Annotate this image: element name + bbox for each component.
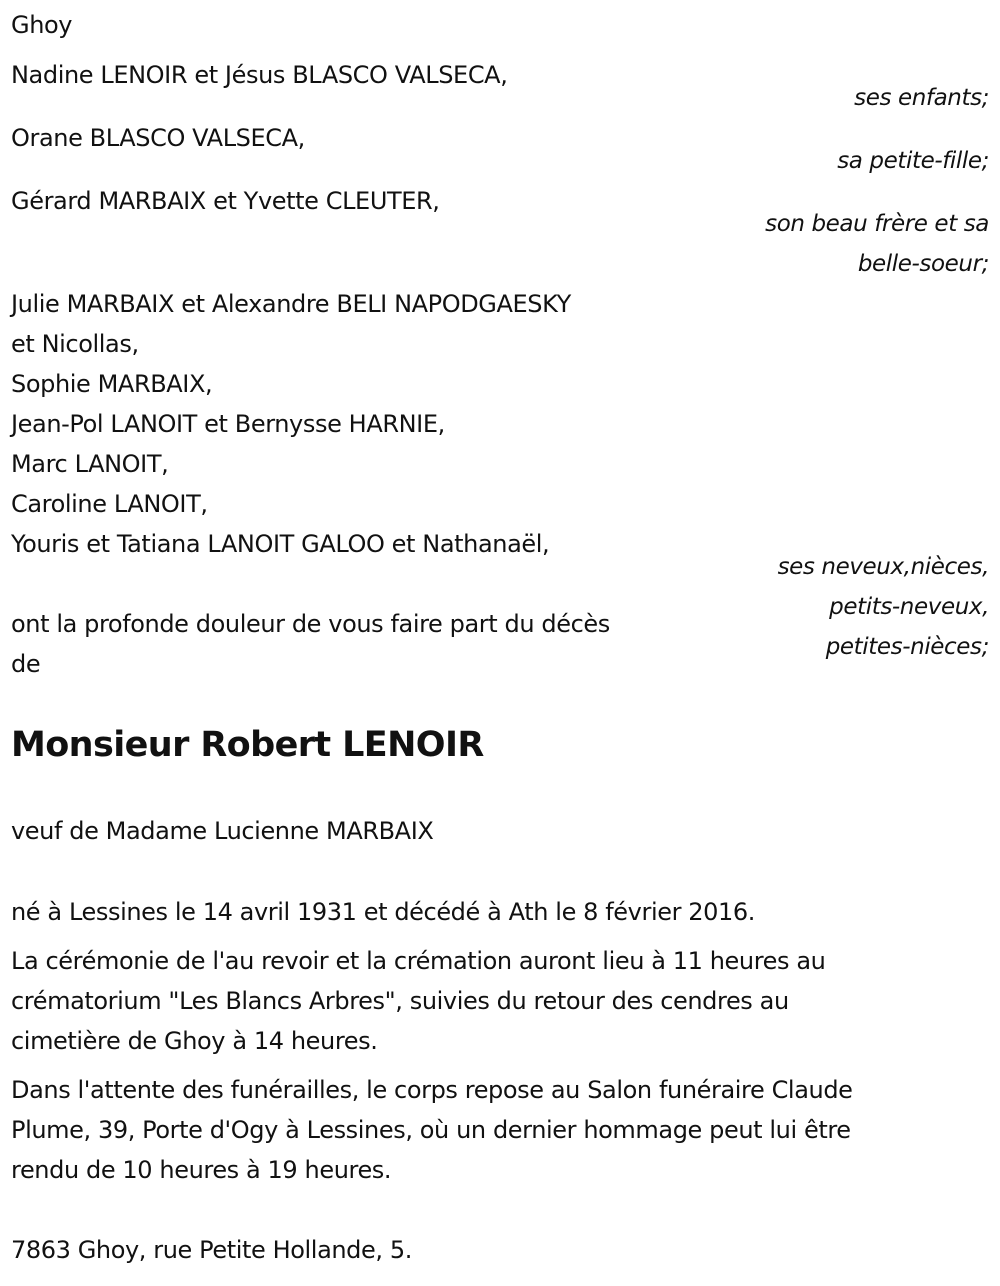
visitation-line: rendu de 10 heures à 19 heures. (11, 1156, 392, 1184)
nephew-line: Caroline LANOIT, (11, 490, 208, 518)
ceremony-line: crématorium "Les Blancs Arbres", suivies du retour des cendres au (11, 987, 789, 1015)
in-laws-relation-line-1: son beau frère et sa (765, 211, 989, 237)
in-laws-relation-line-2: belle-soeur; (857, 251, 989, 277)
nephew-line: Jean-Pol LANOIT et Bernysse HARNIE, (11, 410, 445, 438)
children-relation: ses enfants; (854, 85, 989, 111)
in-laws-names: Gérard MARBAIX et Yvette CLEUTER, (11, 187, 440, 215)
nephew-line: Marc LANOIT, (11, 450, 169, 478)
birth-death-line: né à Lessines le 14 avril 1931 et décédé à Ath le 8 février 2016. (11, 898, 755, 926)
deceased-name: Monsieur Robert LENOIR (11, 725, 484, 765)
nephews-relation-line-2: petits-neveux, (829, 594, 989, 620)
announcement-line-2: de (11, 650, 41, 678)
visitation-line: Plume, 39, Porte d'Ogy à Lessines, où un dernier hommage peut lui être (11, 1116, 851, 1144)
ceremony-line: cimetière de Ghoy à 14 heures. (11, 1027, 378, 1055)
nephew-line: Julie MARBAIX et Alexandre BELI NAPODGAESKY (11, 290, 571, 318)
nephew-line: et Nicollas, (11, 330, 139, 358)
granddaughter-relation: sa petite-fille; (837, 148, 989, 174)
announcement-line-1: ont la profonde douleur de vous faire part du décès (11, 610, 610, 638)
granddaughter-names: Orane BLASCO VALSECA, (11, 124, 305, 152)
nephew-line: Youris et Tatiana LANOIT GALOO et Nathanaël, (11, 530, 550, 558)
ceremony-line: La cérémonie de l'au revoir et la crémation auront lieu à 11 heures au (11, 947, 826, 975)
visitation-line: Dans l'attente des funérailles, le corps repose au Salon funéraire Claude (11, 1076, 853, 1104)
nephew-line: Sophie MARBAIX, (11, 370, 213, 398)
location-header: Ghoy (11, 11, 73, 39)
ceremony-paragraph (11, 941, 971, 1061)
visitation-paragraph (11, 1070, 971, 1190)
nephews-relation-line-3: petites-nièces; (825, 634, 989, 660)
nephews-relation-line-1: ses neveux,nièces, (777, 554, 989, 580)
children-names: Nadine LENOIR et Jésus BLASCO VALSECA, (11, 61, 508, 89)
spouse-line: veuf de Madame Lucienne MARBAIX (11, 817, 434, 845)
address-line: 7863 Ghoy, rue Petite Hollande, 5. (11, 1236, 412, 1264)
